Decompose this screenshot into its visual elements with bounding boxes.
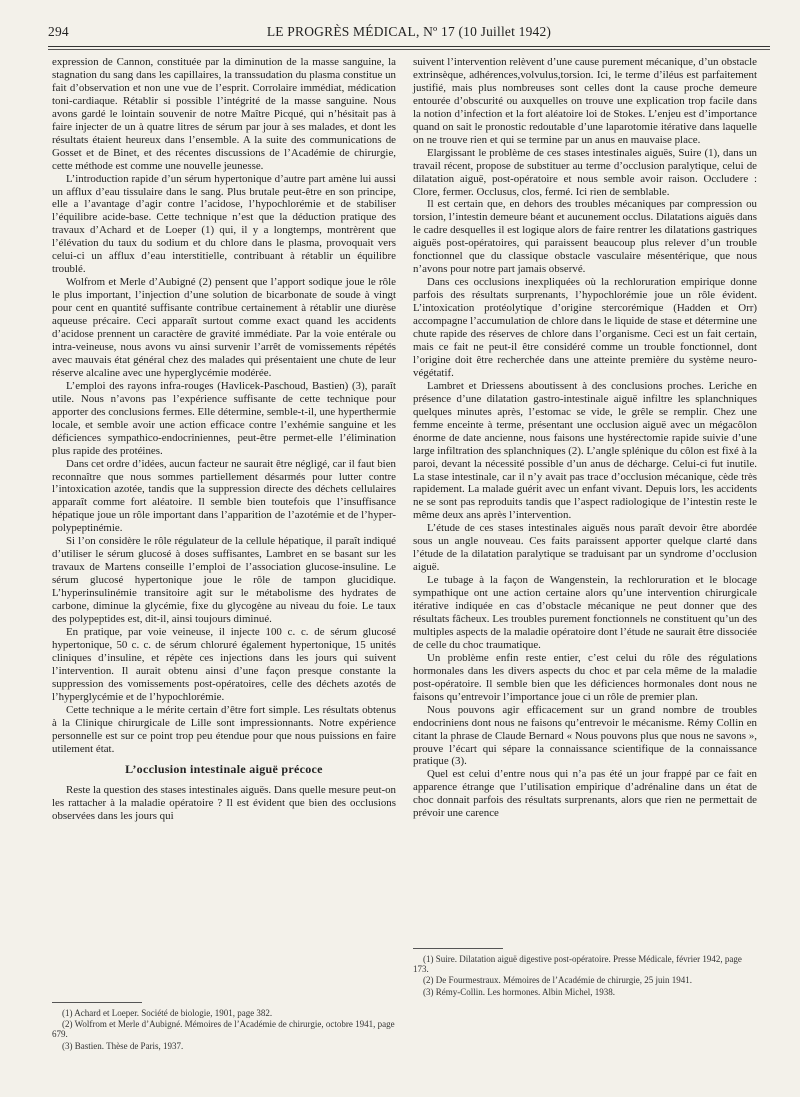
paragraph: Un problème enfin reste entier, c’est celui du rôle des régulations hormonales dans les divers aspects du choc et par cela même de la maladie post-opératoire. Il semble bien que les déficiences hormonales dont nous ne faisons qu’entrevoir l’importance joue ci un rôle de premier plan. — [413, 651, 757, 703]
left-column — [52, 56, 396, 823]
paragraph: Si l’on considère le rôle régulateur de la cellule hépatique, il paraît indiqué d’utiliser le sérum glucosé à doses suffisantes, Lambret en se basant sur les travaux de Martens conseille l’emploi de l’association glucose-insuline. Le sérum glucosé hypertonique joue le rôle de tampon glucidique. L’hyperinsulinémie transitoire agit sur le métabolisme des hydrates de carbone, diminue la glycémie, fixe du glycogène au niveau du foie. Le taux des polypeptides est, dit-il, ainsi toujours diminué. — [52, 535, 396, 625]
footnote: (3) Bastien. Thèse de Paris, 1937. — [62, 1040, 184, 1051]
paragraph: Reste la question des stases intestinales aiguës. Dans quelle mesure peut-on les rattacher à la maladie opératoire ? Il est évident que bien des occlusions observées dans les jours qui — [52, 784, 396, 823]
page-number: 294 — [48, 24, 69, 39]
journal-title: LE PROGRÈS MÉDICAL, Nº 17 (10 Juillet 1942) — [266, 24, 552, 39]
footnote: (2) Wolfrom et Merle d’Aubigné. Mémoires de l’Académie de chirurgie, octobre 1941, page 679. — [52, 1019, 395, 1040]
paragraph: Elargissant le problème de ces stases intestinales aiguës, Suire (1), dans un travail récent, propose de substituer au terme d’occlusion paralytique, celui de dilatation aiguë, post-opératoire et nous semble avoir raison. Occludere : Clore, fermer. Occlusus, clos, fermé. Ici rien de semblable. — [413, 146, 757, 198]
paragraph: Dans cet ordre d’idées, aucun facteur ne saurait être négligé, car il faut bien reconnaître que nous sommes partiellement désarmés pour lutter contre l’intoxication azotée, tandis que la suppression directe des déchets cellulaires apparaît comme fort aléatoire. Il semble bien toutefois que l’insuffisance hépatique joue un rôle important dans l’apparition de l’azotémie et de l’hyper-polypeptinémie. — [52, 457, 396, 535]
footnote: (1) Suire. Dilatation aiguë digestive post-opératoire. Presse Médicale, février 1942, page 173. — [413, 954, 742, 975]
section-heading: L’occlusion intestinale aiguë précoce — [125, 762, 323, 777]
footnote: (3) Rémy-Collin. Les hormones. Albin Michel, 1938. — [423, 986, 615, 997]
paragraph: L’emploi des rayons infra-rouges (Havlicek-Paschoud, Bastien) (3), paraît utile. Nous n’avons pas l’expérience suffisante de cette technique pour apporter des conclusions fermes. Elle détermine, semble-t-il, une hyperthermie locale, et semble avoir une action efficace contre l’exhémie sanguine et les déficiences sympathico-endocriniennes, peut-être permet-elle l’élimination plus rapide des protéines. — [52, 379, 396, 457]
paragraph: Lambret et Driessens aboutissent à des conclusions proches. Leriche en présence d’une dilatation gastro-intestinale aiguë infiltre les splanchniques quelques minutes après, l’estomac se vide, le grêle se remplir. Chez une femme enceinte à terme, présentant une occlusion aiguë avec un mégacôlon énorme de date ancienne, nous faisons une hystérectomie rapide suivie d’une large infiltration des splanchniques (2). L’angle splénique du côlon est fixé à la paroi, devant la nécessité possible d’un anus de décharge. Celui-ci fut inutile. La stase intestinale, car il n’y avait pas trace d’occlusion mécanique, cède très rapidement. La malade guérit avec un enfant vivant. Depuis lors, les accidents ne se sont pas reproduits tandis que l’aspect radiologique de l’intestin reste le même deux ans après l’intervention. — [413, 379, 757, 522]
footnote-rule — [52, 1002, 142, 1003]
paragraph: Cette technique a le mérite certain d’être fort simple. Les résultats obtenus à la Clinique chirurgicale de Lille sont impressionnants. Notre expérience personnelle est sur ce point trop peu étendue pour que nous puissions en faire utilement état. — [52, 703, 396, 755]
paragraph: Wolfrom et Merle d’Aubigné (2) pensent que l’apport sodique joue le rôle le plus important, l’injection d’une solution de bicarbonate de soude à vingt pour cent en quantité suffisante contribue certainement à rétablir une diurèse aqueuse précaire. Ceci apparaît surtout comme exact quand les accidents d’acidose prennent un caractère de gravité immédiate. Par la voie entérale ou intra-veineuse, nous avons vu ainsi survenir l’arrêt de vomissements répétés avec mauvais état général chez des malades qui présentaient une chute de leur réserve alcaline avec une hyperglycémie modérée. — [52, 276, 396, 379]
paragraph: expression de Cannon, constituée par la diminution de la masse sanguine, la stagnation du sang dans les capillaires, la transsudation du plasma constitue un fait d’observation et non une vue de l’esprit. Corrolaire immédiat, médication toni-cardiaque. Rétablir si possible l’intégrité de la masse sanguine. Nous avons gardé le lointain souvenir de notre Maître Picqué, qui n’hésitait pas à faire injecter de un à quatre litres de sérum par jour à ses malades, et dont les résultats étaient heureux dans l’ensemble. A la suite des communications de Gosset et de Binet, et des récentes discussions de l’Académie de chirurgie, cette méthode est comme une nouvelle jeunesse. — [52, 56, 396, 172]
footnote: (2) De Fourmestraux. Mémoires de l’Académie de chirurgie, 25 juin 1941. — [423, 975, 693, 986]
paragraph: Le tubage à la façon de Wangenstein, la rechloruration et le blocage sympathique ont une action certaine alors qu’une intervention chirurgicale itérative indiquée en cas d’obstacle mécanique ne peut donner que des résultats fâcheux. Les troubles purement fonctionnels ne constituent qu’un des multiples aspects de la maladie opératoire dont l’étude ne saurait être dissociée de celle du choc traumatique. — [413, 574, 757, 651]
paragraph: L’introduction rapide d’un sérum hypertonique d’autre part amène lui aussi un afflux d’eau tissulaire dans le sang. Plus brutale peut-être en son principe, elle a l’avantage d’agir contre l’acidose, l’hypochlorémie et de stabiliser l’équilibre acide-base. Cette technique n’est que la déduction pratique des travaux d’Achard et de Loeper (1) qui, il y a longtemps, montrèrent que l’élévation du taux du sodium et du chlore dans le plasma, provoquait vers celui-ci un afflux d’eau interstitielle, contribuant à rétablir un équilibre troublé. — [52, 172, 396, 276]
right-column — [413, 56, 757, 820]
paragraph: L’étude de ces stases intestinales aiguës nous paraît devoir être abordée sous un angle nouveau. Ces faits paraissent apporter quelque clarté dans l’étude de la dilatation paralytique se traduisant par un syndrome d’occlusion aiguë. — [413, 522, 757, 574]
footnote: (1) Achard et Loeper. Société de biologie, 1901, page 382. — [62, 1008, 273, 1018]
footnote-rule — [413, 948, 503, 949]
footnotes-left — [52, 1008, 396, 1052]
paragraph: suivent l’intervention relèvent d’une cause purement mécanique, d’un obstacle extrinsèque, adhérences,volvulus,torsion. Ici, le terme d’iléus est parfaitement justifié, mais plus nombreuses sont celles dont la cause proche demeure entourée d’obscurité ou auxquelles on trouve une explication trop facile dans la notion d’infection et la fort aléatoire loi de Stokes. L’enjeu est d’importance quand on sait le pronostic redoutable d’une laparotomie itérative dans laquelle on ne trouve rien et qui se termine par un anus en mauvaise place. — [413, 56, 757, 146]
paragraph: Quel est celui d’entre nous qui n’a pas été un jour frappé par ce fait en apparence étrange que l’utilisation empirique d’adrénaline dans un état de choc donnait parfois des résultats surprenants, alors que rien ne permettait de prévoir une carence — [413, 768, 757, 820]
paragraph: Nous pouvons agir efficacement sur un grand nombre de troubles endocriniens dont nous ne faisons qu’entrevoir le mécanisme. Rémy Collin en citant la phrase de Claude Bernard « Nous pouvons plus que nous ne savons », prouve l’écart qui sépare la connaissance scientifique de la connaissance pratique (3). — [413, 703, 757, 768]
paragraph: En pratique, par voie veineuse, il injecte 100 c. c. de sérum glucosé hypertonique, 50 c. c. de sérum chloruré également hypertonique, 15 unités cliniques d’insuline, et répète ces injections dans les jours qui suivent l’intervention. Il aurait obtenu ainsi d’une façon presque constante la suppression des vomissements post-opératoires, celle des déchets azotés de l’hyperglycémie et de l’hypochlorémie. — [52, 625, 396, 703]
paragraph: Il est certain que, en dehors des troubles mécaniques par compression ou torsion, l’intestin demeure béant et aucunement occlus. Dilatations aiguës dans le cadre desquelles il est logique alors de faire rentrer les dilatations gastriques aiguës post-opératoires, qui paraissent beaucoup plus relever d’un trouble fonctionnel que du classique obstacle vasculaire mésentérique, que nous n’avons pour notre part jamais observé. — [413, 198, 757, 276]
header-rule — [48, 46, 770, 50]
paragraph: Dans ces occlusions inexpliquées où la rechloruration empirique donne parfois des résultats surprenants, l’hypochlorémie joue un rôle évident. L’intoxication protéolytique d’origine stercorémique (Hadden et Orr) accompagne l’accumulation de chlore dans le liquide de stase et détermine une chute rapide des réserves de chlore dans l’organisme. Ceci est un fait certain, mais ce fait ne peut-il être considéré comme un trouble fonctionnel, dont l’origine doit être recherchée dans une atteinte première du système neuro-végétatif. — [413, 276, 757, 379]
running-header — [48, 22, 770, 46]
footnotes-right — [413, 954, 757, 998]
